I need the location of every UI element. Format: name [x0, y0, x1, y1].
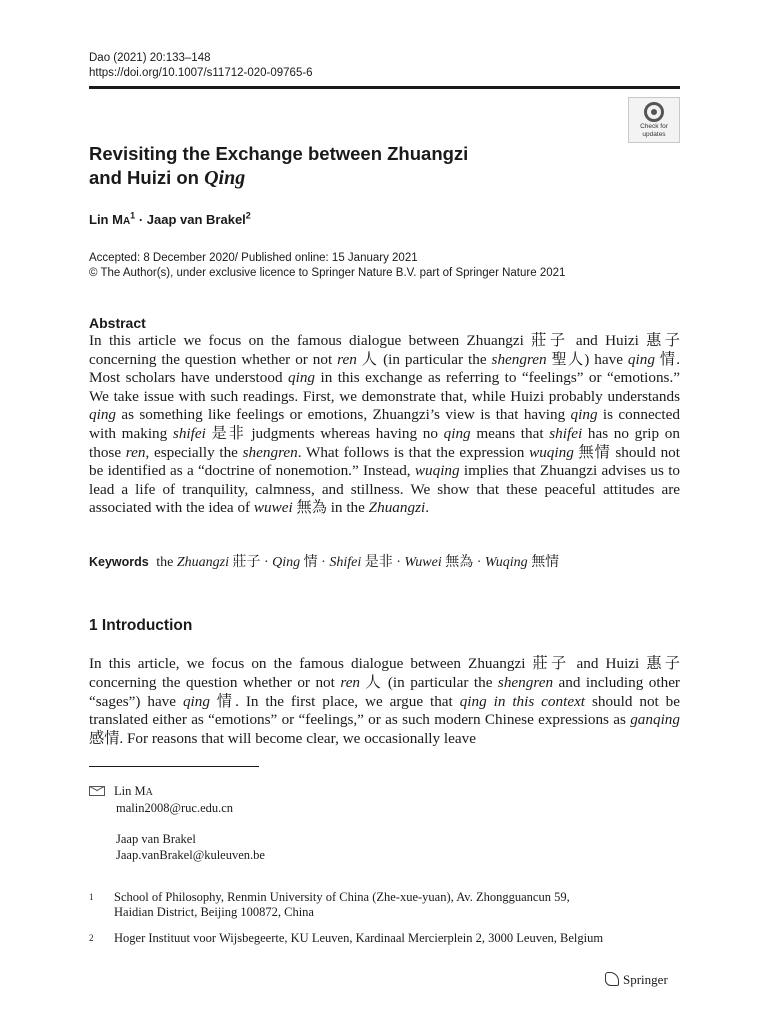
publication-dates [89, 251, 565, 281]
dates-line: Accepted: 8 December 2020/ Published online: 15 January 2021 [89, 252, 418, 264]
abstract-heading: Abstract [89, 315, 146, 331]
keyword-zhuangzi[interactable]: the Zhuangzi 莊子 [156, 555, 261, 570]
badge-line1: Check for [640, 123, 668, 130]
keyword-wuqing[interactable]: Wuqing 無情 [484, 555, 560, 570]
correspondence-block [89, 784, 265, 863]
publisher-name: Springer [623, 972, 668, 987]
author-1-name: Lin M [89, 212, 123, 228]
title-line2-prefix: and Huizi on [89, 167, 205, 188]
keyword-qing[interactable]: Qing 情 [272, 555, 318, 570]
envelope-icon [89, 786, 105, 796]
check-for-updates-badge[interactable] [628, 97, 680, 143]
author-1-affil-ref[interactable]: 1 [130, 211, 136, 221]
journal-citation: Dao (2021) 20:133–148 [89, 52, 211, 64]
author-2-name: Jaap van Brakel [146, 212, 246, 228]
badge-line2: updates [642, 131, 666, 138]
affiliation-1-number: 1 [89, 892, 94, 902]
author-2[interactable] [147, 212, 251, 227]
article-title [89, 142, 609, 190]
affiliation-1 [89, 890, 570, 920]
header-rule [89, 86, 680, 89]
title-italic-word: Qing [204, 167, 246, 189]
check-for-updates-icon [644, 102, 664, 122]
springer-horse-icon [605, 972, 619, 986]
affiliation-2-number: 2 [89, 933, 94, 943]
keywords-heading: Keywords [89, 555, 149, 569]
section-heading-introduction: 1 Introduction [89, 617, 193, 634]
introduction-body: In this article, we focus on the famous dialogue between Zhuangzi 莊子 and Huizi 惠子 concerning the question whether or not ren 人 (in particular the shengren and including other “sages”) have qing 情. In the first place, we argue that qing in this context should not be translated either as “emotions” or “feelings,” or as such modern Chinese expressions as ganqing 感情. For reasons that will become clear, we occasionally leave [89, 655, 681, 748]
corr-email-1[interactable]: malin2008@ruc.edu.cn [116, 800, 234, 815]
keyword-wuwei[interactable]: Wuwei 無為 [404, 555, 474, 570]
corr-author-2-name: Jaap van Brakel [116, 832, 196, 846]
affiliation-2-line1: Hoger Instituut voor Wijsbegeerte, KU Leuven, Kardinaal Mercierplein 2, 3000 Leuven, Belgium [114, 931, 604, 945]
corr-email-2[interactable]: Jaap.vanBrakel@kuleuven.be [116, 847, 265, 862]
affiliation-1-line2: Haidian District, Beijing 100872, China [114, 905, 314, 919]
author-1-smallcaps: A [122, 216, 131, 228]
title-line2 [89, 166, 609, 190]
title-line1: Revisiting the Exchange between Zhuangzi [89, 143, 469, 164]
affiliation-1-line1: School of Philosophy, Renmin University of China (Zhe-xue-yuan), Av. Zhongguancun 59, [114, 890, 570, 904]
corr-author-1-name: Lin MA [114, 784, 153, 798]
author-list [89, 211, 251, 227]
author-2-affil-ref[interactable]: 2 [245, 211, 251, 221]
copyright-line: © The Author(s), under exclusive licence to Springer Nature B.V. part of Springer Nature 2021 [89, 267, 566, 279]
keyword-shifei[interactable]: Shifei 是非 [329, 555, 393, 570]
publisher-logo [605, 972, 668, 988]
affiliation-2 [89, 931, 603, 946]
doi-link[interactable]: https://doi.org/10.1007/s11712-020-09765-6 [89, 67, 313, 79]
keywords-line: Keywords the Zhuangzi 莊子 · Qing 情 · Shifei 是非 · Wuwei 無為 · Wuqing 無情 [89, 555, 560, 570]
footnote-rule [89, 766, 259, 767]
author-1[interactable] [89, 212, 135, 227]
author-separator: · [138, 212, 144, 228]
running-header [89, 51, 313, 81]
abstract-body: In this article we focus on the famous dialogue between Zhuangzi 莊子 and Huizi 惠子 concerning the question whether or not ren 人 (in particular the shengren 聖人) have qing 情. Most scholars have understood qing in this exchange as referring to “feelings” or “emotions.” We take issue with such readings. First, we demonstrate that, while Huizi probably understands qing as something like feelings or emotions, Zhuangzi’s view is that having qing is connected with making shifei 是非 judgments whereas having no qing means that shifei has no grip on those ren, especially the shengren. What follows is that the expression wuqing 無情 should not be identified as a “doctrine of nonemotion.” Instead, wuqing implies that Zhuangzi advises us to lead a life of tranquility, calmness, and stillness. We show that these peaceful attitudes are associated with the idea of wuwei 無為 in the Zhuangzi. [89, 332, 681, 517]
